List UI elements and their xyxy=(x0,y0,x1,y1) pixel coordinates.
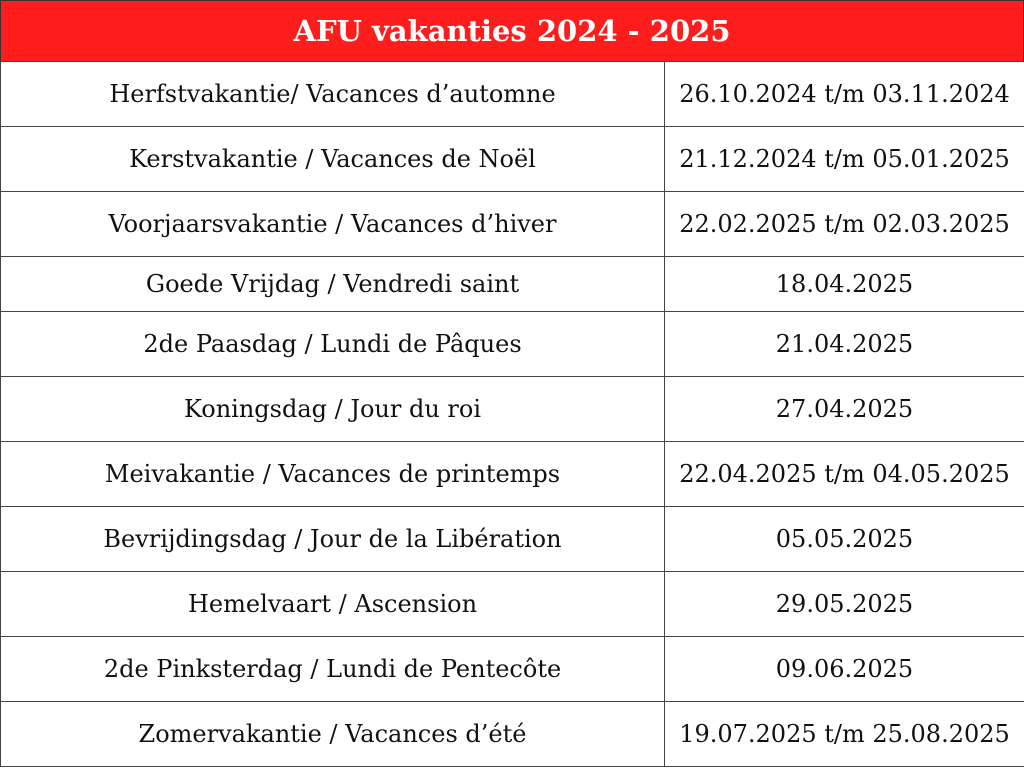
table-row xyxy=(1,192,1024,257)
holiday-date-cell: 05.05.2025 xyxy=(665,507,1024,572)
holiday-date-cell: 22.04.2025 t/m 04.05.2025 xyxy=(665,442,1024,507)
table-row xyxy=(1,442,1024,507)
table-row xyxy=(1,312,1024,377)
holiday-date-cell: 09.06.2025 xyxy=(665,637,1024,702)
holiday-name-cell: Hemelvaart / Ascension xyxy=(1,572,665,637)
holiday-date-cell: 21.04.2025 xyxy=(665,312,1024,377)
holiday-name-cell: 2de Paasdag / Lundi de Pâques xyxy=(1,312,665,377)
holiday-name-cell: Koningsdag / Jour du roi xyxy=(1,377,665,442)
holiday-name-cell: Goede Vrijdag / Vendredi saint xyxy=(1,257,665,312)
holiday-name-cell: Voorjaarsvakantie / Vacances d’hiver xyxy=(1,192,665,257)
holiday-name-cell: Zomervakantie / Vacances d’été xyxy=(1,702,665,767)
table-row xyxy=(1,127,1024,192)
holiday-date-cell: 26.10.2024 t/m 03.11.2024 xyxy=(665,62,1024,127)
holiday-name-cell: Herfstvakantie/ Vacances d’automne xyxy=(1,62,665,127)
holiday-date-cell: 27.04.2025 xyxy=(665,377,1024,442)
table-row xyxy=(1,637,1024,702)
holiday-date-cell: 22.02.2025 t/m 02.03.2025 xyxy=(665,192,1024,257)
table-title: AFU vakanties 2024 - 2025 xyxy=(0,0,1024,61)
holiday-name-cell: Bevrijdingsdag / Jour de la Libération xyxy=(1,507,665,572)
holiday-name-cell: 2de Pinksterdag / Lundi de Pentecôte xyxy=(1,637,665,702)
table-row xyxy=(1,62,1024,127)
holiday-date-cell: 29.05.2025 xyxy=(665,572,1024,637)
holiday-name-cell: Kerstvakantie / Vacances de Noël xyxy=(1,127,665,192)
holiday-table xyxy=(0,61,1024,767)
table-row xyxy=(1,257,1024,312)
table-row xyxy=(1,377,1024,442)
holiday-name-cell: Meivakantie / Vacances de printemps xyxy=(1,442,665,507)
holiday-date-cell: 21.12.2024 t/m 05.01.2025 xyxy=(665,127,1024,192)
table-row xyxy=(1,572,1024,637)
table-row xyxy=(1,507,1024,572)
holiday-date-cell: 18.04.2025 xyxy=(665,257,1024,312)
holiday-date-cell: 19.07.2025 t/m 25.08.2025 xyxy=(665,702,1024,767)
table-row xyxy=(1,702,1024,767)
